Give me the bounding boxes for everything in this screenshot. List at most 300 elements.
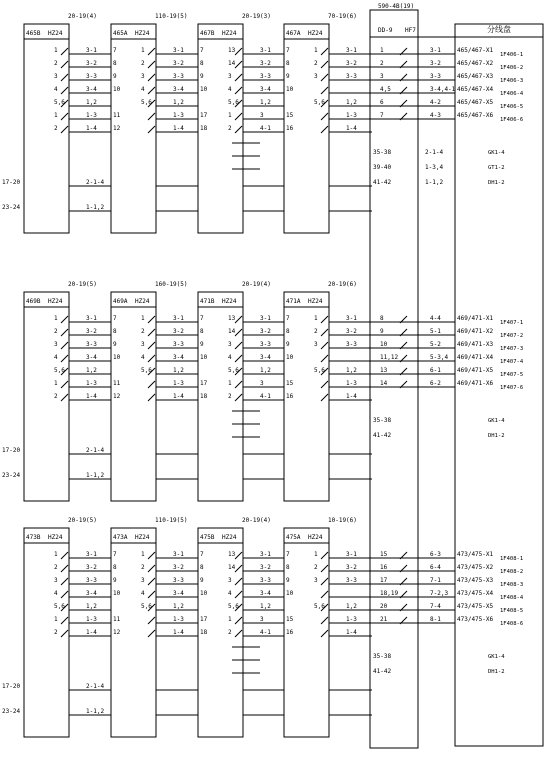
- hf-number: 7-4: [430, 603, 441, 610]
- dd-number: 41-42: [373, 179, 392, 186]
- term-label: 1F408-1: [500, 556, 524, 562]
- wire-tick: [61, 630, 68, 637]
- line-label: 469/471-X2: [457, 328, 494, 335]
- wire-tick: [235, 74, 242, 81]
- line-label: 465/467-X2: [457, 60, 494, 67]
- wire-number: 1,2: [173, 603, 184, 610]
- wire-tick: [235, 394, 242, 401]
- wire-number: 2-1-4: [86, 447, 105, 454]
- terminal-number: 1: [54, 112, 58, 119]
- wire-number: 2-1-4: [86, 179, 105, 186]
- terminal-number: 2: [141, 60, 145, 67]
- line-label: 469/471-X3: [457, 341, 494, 348]
- terminal-number: 5,6: [141, 603, 152, 610]
- cable-label: 110-19(5): [155, 517, 188, 524]
- wire-tick: [235, 329, 242, 336]
- wire-number: 3-4: [260, 354, 271, 361]
- term-label: 1F407-3: [500, 346, 524, 352]
- wire-number: 3-4: [86, 86, 97, 93]
- terminal-number: 3: [54, 73, 58, 80]
- term-label: GK1-4: [488, 418, 505, 424]
- terminal-number: 7: [113, 551, 117, 558]
- terminal-number: 17-20: [2, 179, 21, 186]
- terminal-number: 2: [141, 328, 145, 335]
- wire-tick: [235, 113, 242, 120]
- wire-tick: [235, 381, 242, 388]
- wire-number: 3-2: [86, 564, 97, 571]
- wire-number: 3: [260, 380, 264, 387]
- wire-tick: [321, 87, 328, 94]
- terminal-number: 7: [286, 47, 290, 54]
- hf-number: 6-4: [430, 564, 441, 571]
- wire-number: 1-3: [173, 112, 184, 119]
- line-label: 473/475-X3: [457, 577, 494, 584]
- terminal-number: 3: [228, 73, 232, 80]
- wire-tick: [235, 578, 242, 585]
- wire-number: 4-1: [260, 629, 271, 636]
- wire-number: 1,2: [346, 99, 357, 106]
- hf-number: 2-1-4: [425, 149, 444, 156]
- wire-number: 1-4: [86, 125, 97, 132]
- terminal-number: 7: [113, 315, 117, 322]
- hf-number: 3-3: [430, 73, 441, 80]
- terminal-number: 10: [200, 354, 208, 361]
- terminal-number: 1: [228, 380, 232, 387]
- terminal-number: 5,6: [314, 367, 325, 374]
- terminal-number: 1: [141, 47, 145, 54]
- dd-number: 20: [380, 603, 388, 610]
- terminal-number: 1: [314, 47, 318, 54]
- line-label: 469/471-X4: [457, 354, 494, 361]
- wire-tick: [61, 61, 68, 68]
- hf-number: 5-3,4: [430, 354, 449, 361]
- wire-tick: [61, 355, 68, 362]
- wire-tick: [321, 126, 328, 133]
- wire-tick: [235, 61, 242, 68]
- terminal-type: HZ24: [135, 534, 150, 541]
- line-label: 473/475-X2: [457, 564, 494, 571]
- dd-number: 35-38: [373, 149, 392, 156]
- cable-label: 70-19(6): [328, 13, 357, 20]
- wire-number: 3-1: [260, 315, 271, 322]
- cable-label: 20-19(5): [68, 281, 97, 288]
- wire-tick: [148, 630, 155, 637]
- wire-tick: [148, 381, 155, 388]
- term-label: 1F408-3: [500, 582, 524, 588]
- wire-number: 3-2: [260, 564, 271, 571]
- terminal-id: 471A: [286, 298, 301, 305]
- wire-number: 3-3: [346, 73, 357, 80]
- wire-tick: [321, 355, 328, 362]
- wire-number: 3-2: [346, 564, 357, 571]
- terminal-box: [24, 528, 69, 737]
- wire-number: 1-3: [86, 380, 97, 387]
- terminal-number: 3: [141, 577, 145, 584]
- terminal-number: 17: [200, 616, 208, 623]
- terminal-id: 467A: [286, 30, 301, 37]
- terminal-number: 9: [200, 577, 204, 584]
- wire-number: 1-3: [346, 112, 357, 119]
- wire-number: 3-4: [260, 590, 271, 597]
- wire-tick: [148, 61, 155, 68]
- wire-tick: [321, 552, 328, 559]
- term-label: 1F408-6: [500, 621, 524, 627]
- terminal-number: 8: [113, 328, 117, 335]
- terminal-number: 14: [228, 60, 236, 67]
- terminal-number: 10: [113, 590, 121, 597]
- term-label: GK1-4: [488, 150, 505, 156]
- terminal-number: 2: [314, 328, 318, 335]
- term-label: GT1-2: [488, 165, 505, 171]
- wire-number: 1-4: [346, 125, 357, 132]
- wire-tick: [148, 355, 155, 362]
- wire-number: 1-3: [173, 380, 184, 387]
- wire-number: 1-4: [173, 393, 184, 400]
- terminal-number: 8: [286, 564, 290, 571]
- terminal-number: 10: [286, 86, 294, 93]
- terminal-number: 7: [200, 47, 204, 54]
- wire-tick: [148, 329, 155, 336]
- term-label: 1F407-4: [500, 359, 524, 365]
- wire-tick: [61, 113, 68, 120]
- wire-number: 3-1: [260, 47, 271, 54]
- dd-number: 13: [380, 367, 388, 374]
- dd-number: 17: [380, 577, 388, 584]
- terminal-id: 467B: [200, 30, 215, 37]
- dd-number: 15: [380, 551, 388, 558]
- term-label: 1F407-1: [500, 320, 524, 326]
- wire-number: 3-1: [173, 551, 184, 558]
- terminal-number: 8: [200, 60, 204, 67]
- terminal-number: 3: [54, 577, 58, 584]
- wire-number: 3-3: [86, 341, 97, 348]
- wire-number: 1-3: [346, 616, 357, 623]
- terminal-number: 9: [113, 577, 117, 584]
- hf-number: 7-1: [430, 577, 441, 584]
- term-label: 1F407-2: [500, 333, 524, 339]
- wire-number: 3-3: [260, 73, 271, 80]
- cable-label: 20-19(6): [328, 281, 357, 288]
- dd-number: 4,5: [380, 86, 391, 93]
- terminal-number: 23-24: [2, 708, 21, 715]
- wire-tick: [321, 113, 328, 120]
- cable-label: 160-19(5): [155, 281, 188, 288]
- wire-number: 4-1: [260, 125, 271, 132]
- line-label: 469/471-X5: [457, 367, 494, 374]
- terminal-number: 10: [113, 354, 121, 361]
- line-label: 469/471-X1: [457, 315, 494, 322]
- wire-tick: [321, 74, 328, 81]
- dd-number: 6: [380, 99, 384, 106]
- terminal-number: 9: [286, 577, 290, 584]
- terminal-number: 4: [228, 354, 232, 361]
- wire-tick: [321, 61, 328, 68]
- terminal-number: 5,6: [228, 367, 239, 374]
- terminal-type: HZ24: [222, 534, 237, 541]
- wire-number: 1-4: [346, 629, 357, 636]
- terminal-number: 5,6: [141, 367, 152, 374]
- wire-number: 3-1: [173, 315, 184, 322]
- dd-number: 41-42: [373, 432, 392, 439]
- wire-tick: [148, 578, 155, 585]
- terminal-number: 8: [113, 564, 117, 571]
- dd-number: 1: [380, 47, 384, 54]
- terminal-number: 1: [228, 112, 232, 119]
- hf-number: 3-4,4-1: [430, 86, 456, 93]
- wire-number: 1-4: [173, 125, 184, 132]
- terminal-number: 9: [286, 341, 290, 348]
- terminal-number: 9: [113, 341, 117, 348]
- dd9-label: DD-9: [378, 27, 393, 34]
- wire-number: 1,2: [346, 367, 357, 374]
- hf-number: 4-3: [430, 112, 441, 119]
- line-label: 473/475-X1: [457, 551, 494, 558]
- wire-tick: [148, 394, 155, 401]
- wire-number: 1-3: [346, 380, 357, 387]
- wire-number: 1-1,2: [86, 204, 105, 211]
- dd-number: 14: [380, 380, 388, 387]
- terminal-number: 11: [113, 380, 121, 387]
- wire-number: 1-1,2: [86, 708, 105, 715]
- wire-number: 3-4: [173, 86, 184, 93]
- wire-number: 1,2: [86, 367, 97, 374]
- terminal-number: 9: [286, 73, 290, 80]
- wire-number: 1,2: [260, 99, 271, 106]
- line-label: 469/471-X6: [457, 380, 494, 387]
- hf-number: 5-2: [430, 341, 441, 348]
- terminal-type: HZ24: [308, 534, 323, 541]
- hf-number: 6-3: [430, 551, 441, 558]
- wire-number: 1,2: [346, 603, 357, 610]
- terminal-number: 17-20: [2, 447, 21, 454]
- hf-number: 3-2: [430, 60, 441, 67]
- term-label: DH1-2: [488, 669, 505, 675]
- terminal-number: 13: [228, 551, 236, 558]
- terminal-number: 7: [113, 47, 117, 54]
- term-label: 1F406-2: [500, 65, 524, 71]
- dd-number: 3: [380, 73, 384, 80]
- wire-number: 3-3: [173, 341, 184, 348]
- hf-number: 1-1,2: [425, 179, 444, 186]
- wire-number: 1-4: [173, 629, 184, 636]
- wire-number: 3-2: [346, 60, 357, 67]
- wire-number: 1-4: [86, 629, 97, 636]
- dd-number: 10: [380, 341, 388, 348]
- wire-tick: [61, 48, 68, 55]
- terminal-number: 1: [141, 551, 145, 558]
- wire-tick: [61, 74, 68, 81]
- hf-number: 4-2: [430, 99, 441, 106]
- terminal-number: 8: [113, 60, 117, 67]
- cable-label: 590-4B(19): [377, 3, 415, 10]
- panel-title: 分线盘: [487, 25, 511, 34]
- terminal-number: 5,6: [314, 99, 325, 106]
- term-label: 1F408-2: [500, 569, 524, 575]
- wire-tick: [235, 630, 242, 637]
- hf-number: 4-4: [430, 315, 441, 322]
- wire-tick: [61, 578, 68, 585]
- terminal-number: 10: [200, 590, 208, 597]
- terminal-number: 17: [200, 112, 208, 119]
- terminal-id: 471B: [200, 298, 215, 305]
- terminal-number: 5,6: [54, 603, 65, 610]
- terminal-number: 4: [141, 354, 145, 361]
- dd-number: 35-38: [373, 417, 392, 424]
- term-label: 1F406-1: [500, 52, 524, 58]
- wire-tick: [148, 565, 155, 572]
- terminal-number: 8: [286, 60, 290, 67]
- terminal-number: 4: [228, 86, 232, 93]
- cable-label: 20-19(5): [68, 517, 97, 524]
- terminal-number: 18: [200, 125, 208, 132]
- wire-tick: [321, 617, 328, 624]
- line-label: 465/467-X5: [457, 99, 494, 106]
- terminal-id: 473B: [26, 534, 41, 541]
- terminal-number: 12: [113, 393, 121, 400]
- wire-tick: [148, 591, 155, 598]
- terminal-box: [24, 292, 69, 501]
- terminal-number: 8: [200, 328, 204, 335]
- terminal-box: [24, 24, 69, 233]
- wire-tick: [321, 381, 328, 388]
- wire-tick: [235, 552, 242, 559]
- wire-tick: [148, 126, 155, 133]
- wire-tick: [61, 329, 68, 336]
- terminal-number: 2: [54, 564, 58, 571]
- terminal-number: 9: [200, 341, 204, 348]
- terminal-number: 9: [200, 73, 204, 80]
- wire-tick: [235, 316, 242, 323]
- terminal-number: 2: [54, 629, 58, 636]
- term-label: 1F406-3: [500, 78, 524, 84]
- wire-number: 1,2: [86, 603, 97, 610]
- terminal-id: 469A: [113, 298, 128, 305]
- terminal-number: 11: [113, 616, 121, 623]
- terminal-number: 2: [141, 564, 145, 571]
- wire-number: 3-3: [86, 73, 97, 80]
- term-label: 1F406-6: [500, 117, 524, 123]
- wire-number: 3-3: [260, 577, 271, 584]
- term-label: 1F406-4: [500, 91, 524, 97]
- terminal-number: 16: [286, 125, 294, 132]
- terminal-number: 10: [286, 354, 294, 361]
- dd-number: 16: [380, 564, 388, 571]
- wire-tick: [235, 87, 242, 94]
- terminal-number: 3: [228, 577, 232, 584]
- terminal-number: 2: [54, 328, 58, 335]
- wire-number: 3-4: [173, 354, 184, 361]
- wire-number: 3-2: [86, 328, 97, 335]
- dd-number: 8: [380, 315, 384, 322]
- wire-number: 1-1,2: [86, 472, 105, 479]
- wire-number: 1-4: [86, 393, 97, 400]
- wire-tick: [235, 355, 242, 362]
- terminal-type: HZ24: [48, 534, 63, 541]
- wire-number: 3-3: [346, 341, 357, 348]
- wire-tick: [61, 591, 68, 598]
- wire-number: 3-2: [260, 328, 271, 335]
- wire-number: 1-3: [86, 616, 97, 623]
- terminal-number: 10: [200, 86, 208, 93]
- line-label: 473/475-X5: [457, 603, 494, 610]
- dd-number: 35-38: [373, 653, 392, 660]
- terminal-id: 475A: [286, 534, 301, 541]
- terminal-number: 7: [200, 551, 204, 558]
- terminal-number: 1: [228, 616, 232, 623]
- wire-tick: [61, 342, 68, 349]
- dd-number: 7: [380, 112, 384, 119]
- terminal-number: 12: [113, 629, 121, 636]
- terminal-number: 3: [141, 73, 145, 80]
- wire-number: 1,2: [260, 603, 271, 610]
- wire-number: 3-1: [346, 315, 357, 322]
- wire-tick: [61, 87, 68, 94]
- terminal-number: 15: [286, 112, 294, 119]
- wire-number: 3-4: [86, 354, 97, 361]
- wire-number: 3-1: [173, 47, 184, 54]
- line-label: 465/467-X3: [457, 73, 494, 80]
- terminal-number: 11: [113, 112, 121, 119]
- terminal-number: 16: [286, 393, 294, 400]
- dd9-column: [370, 10, 418, 748]
- terminal-number: 23-24: [2, 204, 21, 211]
- terminal-number: 3: [314, 341, 318, 348]
- dd-number: 21: [380, 616, 388, 623]
- wire-number: 3-1: [86, 47, 97, 54]
- wire-tick: [321, 565, 328, 572]
- terminal-number: 4: [54, 590, 58, 597]
- terminal-id: 469B: [26, 298, 41, 305]
- wire-number: 3-2: [173, 328, 184, 335]
- terminal-number: 2: [228, 125, 232, 132]
- terminal-number: 3: [314, 73, 318, 80]
- terminal-number: 1: [54, 380, 58, 387]
- terminal-number: 5,6: [54, 99, 65, 106]
- hf7-label: HF7: [405, 27, 416, 34]
- wire-number: 1-4: [346, 393, 357, 400]
- term-label: DH1-2: [488, 180, 505, 186]
- terminal-number: 3: [141, 341, 145, 348]
- wire-number: 1-3: [173, 616, 184, 623]
- wire-tick: [148, 617, 155, 624]
- hf-number: 7-2,3: [430, 590, 449, 597]
- wire-number: 3-4: [86, 590, 97, 597]
- term-label: 1F406-5: [500, 104, 524, 110]
- wire-number: 3-1: [86, 315, 97, 322]
- terminal-type: HZ24: [48, 30, 63, 37]
- terminal-number: 10: [113, 86, 121, 93]
- hf-number: 5-1: [430, 328, 441, 335]
- hf-number: 6-2: [430, 380, 441, 387]
- hf-number: 3-1: [430, 47, 441, 54]
- term-label: GK1-4: [488, 654, 505, 660]
- wire-tick: [235, 565, 242, 572]
- terminal-number: 5,6: [54, 367, 65, 374]
- terminal-number: 17-20: [2, 683, 21, 690]
- wire-number: 3-3: [260, 341, 271, 348]
- terminal-number: 23-24: [2, 472, 21, 479]
- terminal-id: 473A: [113, 534, 128, 541]
- terminal-number: 1: [54, 47, 58, 54]
- terminal-number: 15: [286, 380, 294, 387]
- terminal-type: HZ24: [222, 298, 237, 305]
- dd-number: 18,19: [380, 590, 399, 597]
- terminal-number: 2: [228, 629, 232, 636]
- terminal-number: 7: [286, 315, 290, 322]
- cable-label: 110-19(5): [155, 13, 188, 20]
- terminal-number: 18: [200, 629, 208, 636]
- terminal-id: 465A: [113, 30, 128, 37]
